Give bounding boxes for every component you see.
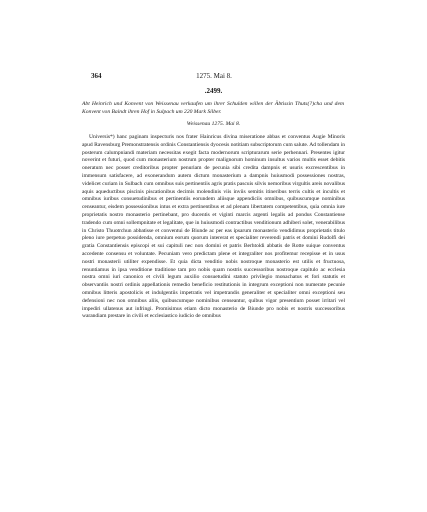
- running-header: [91, 72, 337, 81]
- regest-summary: Abt Heinrich und Konvent von Weissenau verkaufen um ihrer Schulden willen der Äbtissin Thuts(?)cha und dem Konvent von Baindt ihren Hof in Sulpach um 220 Mark Silber.: [82, 101, 344, 115]
- header-date: 1275. Mai 8.: [196, 72, 232, 80]
- charter-number: .2499.: [204, 87, 223, 95]
- charter-body-text: Universis*) hanc paginam inspecturis nos frater Hainricus divina miseratione abbas et conventus Augie Minoris apud Ravensburg Premonstratensis ordinis Constantiensis dyocesis notitiam subscriptorum cum salute. Ad tollendam in posterum calumpniandi materiam necessitas exegit facta modernorum scripturarum serie perhennari. Presentes igitur noverint et futuri, quod cum monasterium nostrum propter malignorum hominum insultus varios multis esset debitis oneratum nec posset creditoribus propter penuriam de pecunia sibi credita dampnis et usuris excrescentibus in immensum satisfacere, ad exonerandum autem dictum monasterium a dampnis huiusmodi possessiones nostras, videlicet curiam in Sulbach cum omnibus suis pertinentiis agris pratis pascuis silvis nemoribus virgultis areis novalibus aquis aqueductibus piscinis piscationibus decimis molendinis viis inviis semitis itineribus terris cultis et incultis et omnibus iuribus consuetudinibus et pertinentiis eorundem aliisque appendiciis omnibus, quibuscumque nominibus censeantur, eisdem possessionibus intus et extra pertinentibus et ad plenam libertatem competentibus, quia omnia iure proprietatis nostro monasterio pertinebant, pro ducentis et viginti marcis argenti legalis ad pondus Constantiense tradendo cum omni sollempnitate et legalitate, que in huiusmodi contractibus venditionum adhiberi solet, venerabilibus in Christo Thuotrchun abbatisse et conventui de Biunde ac per eas ipsarum monasterio vendidimus proprietatis titulo pleno iure perpetuo possidenda, omnium eorum quorum intererat et specialiter reverendi patris et domini Rudolfi dei gratia Constantiensis episcopi et sui capituli nec non domini et patris Berhtoldi abbatis de Rotte suique conventus accedente consensu et voluntate. Pecuniam vero predictam plene et integraliter nos profitemur recepisse et in usus nostri monasterii utiliter expendisse. Et quia dicta venditio nobis nostroque monasterio est utilis et fructuosa, renuntiamus in ipsa venditione traditione tam pro nobis quam nostris successoribus nostroque capitulo ac ecclesia nostra omni iuri canonico et civili legum auxilio consuetudini statuto privilegio monachatus et fori statutis et observantiis nostri ordinis appellationis remedio beneficio restitutionis in integrum exceptioni non numerate pecunie omnibus litteris apostolicis et indulgentiis impetratis vel impetrandis generaliter et specialiter omni exceptioni seu defensioni nec non omnibus aliis, quibuscumque nominibus censeantur, quibus vigor presentium posset irritari vel impediri ullatenus aut infringi. Promisimus etiam dicto monasterio de Biunde pro nobis et nostris successoribus warandiam prestare in civili et ecclesiastico iudicio de omnibus: [82, 134, 345, 320]
- page-number: 364: [91, 72, 102, 80]
- place-date-line: Weissenau 1275. Mai 8.: [186, 121, 241, 127]
